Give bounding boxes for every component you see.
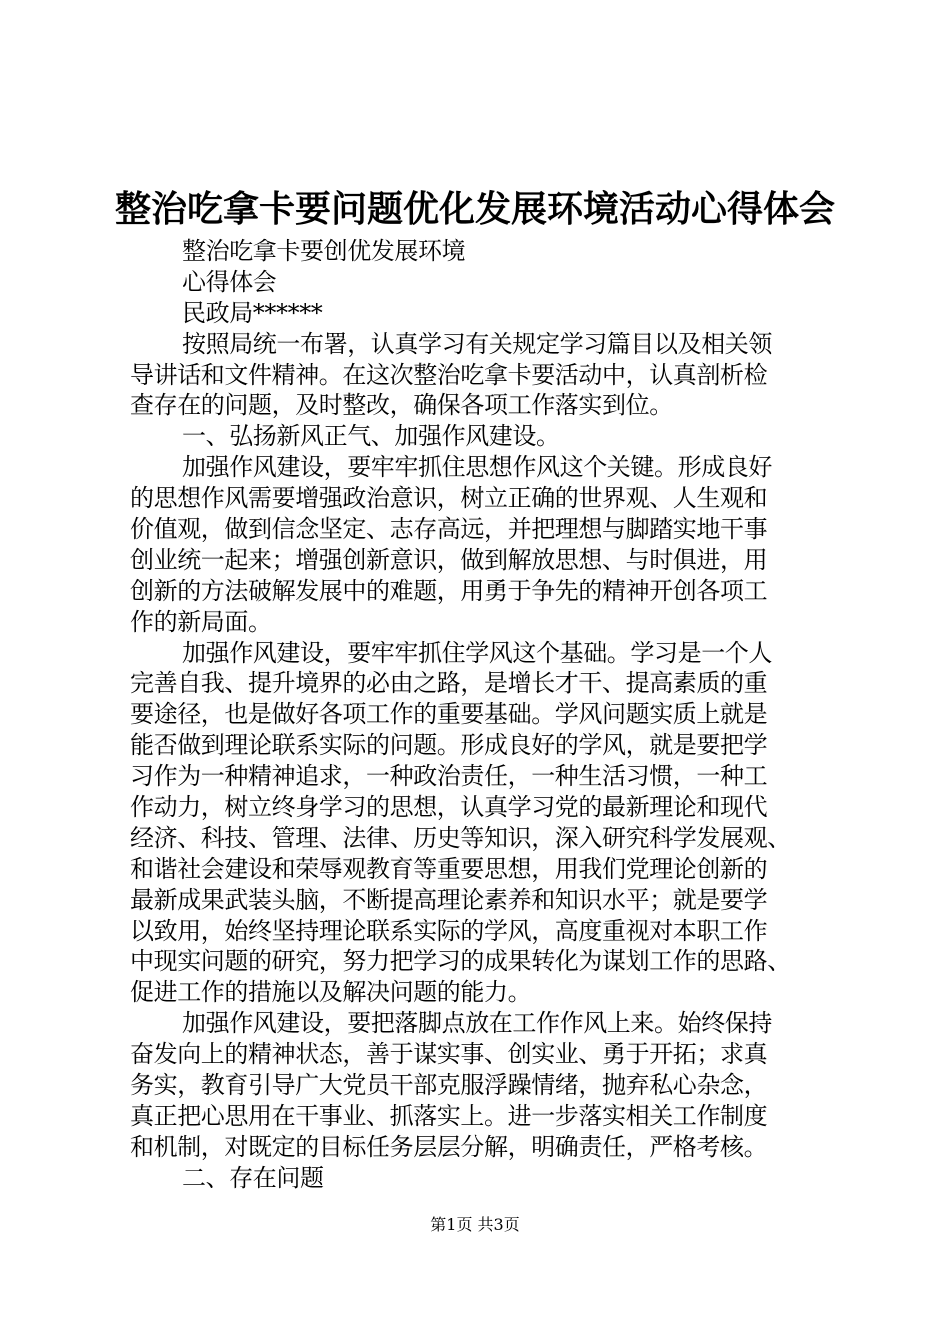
text-line: 奋发向上的精神状态，善于谋实事、创实业、勇于开拓；求真	[130, 1040, 768, 1069]
text-line: 能否做到理论联系实际的问题。形成良好的学风，就是要把学	[130, 731, 768, 760]
text-line: 中现实问题的研究，努力把学习的成果转化为谋划工作的思路、	[130, 947, 791, 976]
document-title: 整治吃拿卡要问题优化发展环境活动心得体会	[114, 188, 835, 230]
text-line: 创新的方法破解发展中的难题，用勇于争先的精神开创各项工	[130, 576, 768, 605]
text-line: 完善自我、提升境界的必由之路，是增长才干、提高素质的重	[130, 669, 768, 698]
text-line: 加强作风建设，要牢牢抓住学风这个基础。学习是一个人	[182, 638, 772, 667]
text-line: 要途径，也是做好各项工作的重要基础。学风问题实质上就是	[130, 700, 768, 729]
text-line: 导讲话和文件精神。在这次整治吃拿卡要活动中，认真剖析检	[130, 360, 768, 389]
text-line: 促进工作的措施以及解决问题的能力。	[130, 978, 532, 1007]
text-line: 民政局******	[182, 298, 323, 327]
text-line: 的思想作风需要增强政治意识，树立正确的世界观、人生观和	[130, 484, 768, 513]
text-line: 习作为一种精神追求，一种政治责任，一种生活习惯，一种工	[130, 762, 768, 791]
text-line: 心得体会	[182, 267, 277, 296]
section-heading: 一、弘扬新风正气、加强作风建设。	[182, 422, 560, 451]
text-line: 务实，教育引导广大党员干部克服浮躁情绪，抛弃私心杂念，	[130, 1071, 768, 1100]
text-line: 按照局统一布署，认真学习有关规定学习篇目以及相关领	[182, 329, 772, 358]
text-line: 价值观，做到信念坚定、志存高远，并把理想与脚踏实地干事	[130, 515, 768, 544]
section-heading: 二、存在问题	[182, 1163, 324, 1192]
text-line: 整治吃拿卡要创优发展环境	[182, 237, 466, 265]
text-line: 查存在的问题，及时整改，确保各项工作落实到位。	[130, 391, 673, 420]
text-line: 作动力，树立终身学习的思想，认真学习党的最新理论和现代	[130, 793, 768, 822]
text-line: 和机制，对既定的目标任务层层分解，明确责任，严格考核。	[130, 1132, 768, 1161]
text-line: 和谐社会建设和荣辱观教育等重要思想，用我们党理论创新的	[130, 854, 768, 883]
text-line: 以致用，始终坚持理论联系实际的学风，高度重视对本职工作	[130, 916, 768, 945]
text-line: 加强作风建设，要牢牢抓住思想作风这个关键。形成良好	[182, 453, 772, 482]
document-body	[130, 236, 830, 1194]
page-number-footer: 第1页 共3页	[430, 1215, 520, 1234]
text-line: 作的新局面。	[130, 607, 272, 636]
text-line: 真正把心思用在干事业、抓落实上。进一步落实相关工作制度	[130, 1101, 768, 1130]
text-line: 创业统一起来；增强创新意识，做到解放思想、与时俱进，用	[130, 545, 768, 574]
text-line: 最新成果武装头脑，不断提高理论素养和知识水平；就是要学	[130, 885, 768, 914]
text-line: 加强作风建设，要把落脚点放在工作作风上来。始终保持	[182, 1009, 772, 1038]
text-line: 经济、科技、管理、法律、历史等知识，深入研究科学发展观、	[130, 823, 791, 852]
